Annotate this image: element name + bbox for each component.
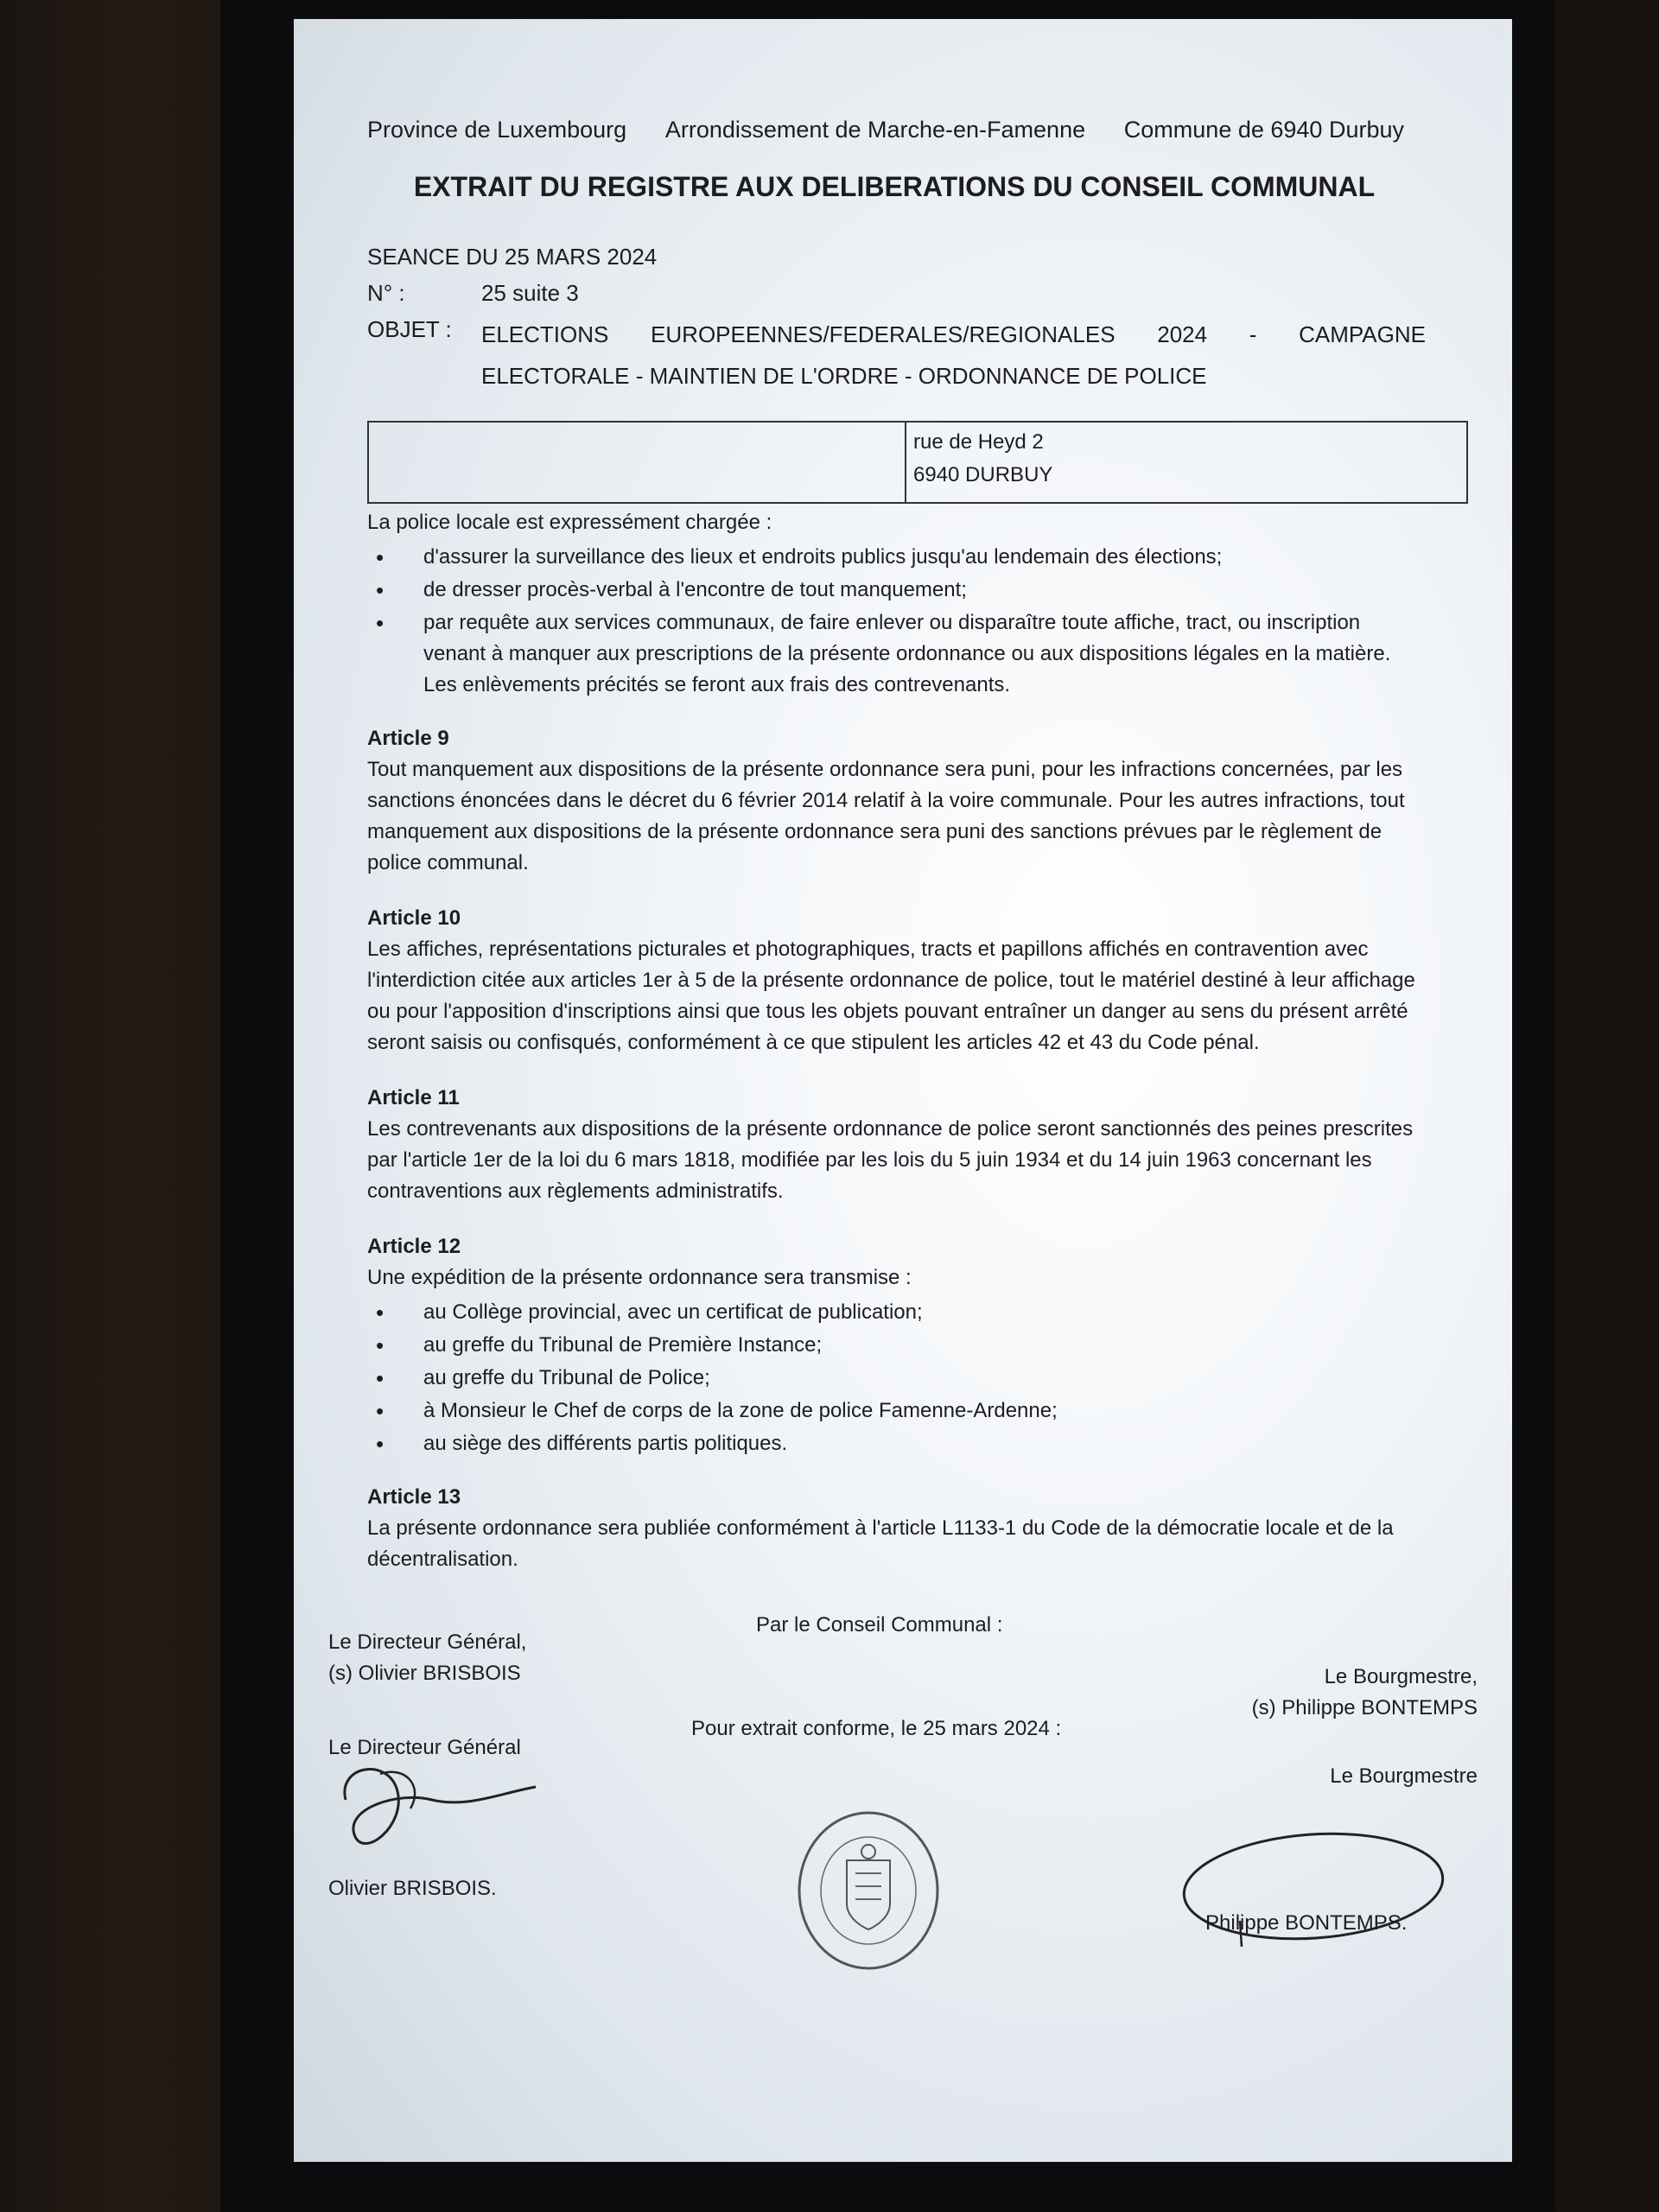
- bg-name: Philippe BONTEMPS.: [1205, 1911, 1408, 1935]
- address-line-1: rue de Heyd 2: [913, 430, 1044, 454]
- objet-label: OBJET :: [367, 316, 452, 342]
- recipients-list: [328, 1297, 1426, 1459]
- dg-block: [328, 1627, 526, 1689]
- extrait-text: Pour extrait conforme, le 25 mars 2024 :: [691, 1717, 1062, 1740]
- police-intro: La police locale est expressément chargée :: [367, 511, 772, 534]
- article-heading: Article 9: [367, 727, 449, 750]
- article-text: Les affiches, représentations picturales et photographiques, tracts et papillons affichés en contravention avec l'interdiction citée aux articles 1er à 5 de la présente ordonnance de police, tout le matériel destiné à leur affichage ou pour l'apposition d'inscriptions ainsi que tous les objets pouvant entraîner un danger au sens du présent arrêté seront saisis ou confisqués, conformément à ce que stipulent les articles 42 et 43 du Code pénal.: [367, 938, 1415, 1054]
- list-item: • au siège des différents partis politiques.: [423, 1428, 1426, 1459]
- article-text: La présente ordonnance sera publiée conformément à l'article L1133-1 du Code de la démocratie locale et de la décentralisation.: [367, 1516, 1394, 1571]
- list-item: • d'assurer la surveillance des lieux et endroits publics jusqu'au lendemain des élections;: [423, 542, 1426, 573]
- header-arrondissement: Arrondissement de Marche-en-Famenne: [664, 117, 1086, 143]
- article-12: [328, 1231, 1426, 1294]
- address-table: [367, 421, 1468, 504]
- numero-label: N° :: [367, 280, 405, 306]
- bg-name-s: (s) Philippe BONTEMPS: [1251, 1696, 1478, 1719]
- article-heading: Article 13: [367, 1485, 461, 1509]
- article-13: [328, 1482, 1426, 1575]
- header-province: Province de Luxembourg: [367, 117, 627, 143]
- dg-title-2: Le Directeur Général: [328, 1736, 521, 1759]
- par-conseil-text: Par le Conseil Communal :: [756, 1613, 1003, 1637]
- objet-value: ELECTIONS EUROPEENNES/FEDERALES/REGIONALES 2024 - CAMPAGNE ELECTORALE - MAINTIEN DE L'ORDRE - ORDONNANCE DE POLICE: [481, 321, 1426, 389]
- list-item: • au greffe du Tribunal de Police;: [423, 1363, 1426, 1394]
- document-title: EXTRAIT DU REGISTRE AUX DELIBERATIONS DU CONSEIL COMMUNAL: [413, 171, 1376, 202]
- dg-signature-icon: [328, 1739, 553, 1878]
- list-item: • à Monsieur le Chef de corps de la zone de police Famenne-Ardenne;: [423, 1395, 1426, 1427]
- article-heading: Article 10: [367, 906, 461, 930]
- address-table-cell: [906, 423, 1059, 502]
- article-heading: Article 12: [367, 1235, 461, 1258]
- article-text: Les contrevenants aux dispositions de la présente ordonnance de police seront sanctionnés des peines prescrites par l'article 1er de la loi du 6 mars 1818, modifiée par les lois du 5 juin 1934 et du 14 juin 1963 concernant les contraventions aux règlements administratifs.: [367, 1117, 1414, 1203]
- seance-text: SEANCE DU 25 MARS 2024: [367, 244, 658, 270]
- signature-area: [328, 1610, 1478, 2059]
- list-item: • par requête aux services communaux, de faire enlever ou disparaître toute affiche, tract, ou inscription venant à manquer aux prescriptions de la présente ordonnance ou aux dispositions légales en la matière. Les enlèvements précités se feront aux frais des contrevenants.: [423, 607, 1426, 701]
- list-item: • au Collège provincial, avec un certificat de publication;: [423, 1297, 1426, 1328]
- police-list: [328, 542, 1426, 701]
- seance-row: [367, 241, 1426, 272]
- document-header: [328, 114, 1426, 145]
- numero-row: [367, 277, 1426, 308]
- address-table-empty-cell: [369, 423, 906, 502]
- commune-seal-icon: [795, 1808, 942, 1973]
- article-heading: Article 11: [367, 1086, 460, 1109]
- article-text: Tout manquement aux dispositions de la présente ordonnance sera puni, pour les infractions concernées, par les sanctions énoncées dans le décret du 6 février 2014 relatif à la voire communale. Pour les autres infractions, tout manquement aux dispositions de la présente ordonnance sera puni des sanctions prévues par le règlement de police communal.: [367, 758, 1405, 874]
- bg-block: [1252, 1662, 1478, 1724]
- dg-title: Le Directeur Général,: [328, 1630, 527, 1654]
- meta-block: [328, 241, 1426, 397]
- address-line-2: 6940 DURBUY: [913, 463, 1053, 486]
- bg-title: Le Bourgmestre,: [1324, 1665, 1478, 1688]
- article-10: [328, 903, 1426, 1058]
- article-11: [328, 1083, 1426, 1207]
- objet-row: [367, 314, 1426, 397]
- dg-name-s: (s) Olivier BRISBOIS: [328, 1662, 521, 1685]
- article-text: Une expédition de la présente ordonnance sera transmise :: [367, 1266, 912, 1289]
- numero-value: 25 suite 3: [481, 280, 579, 306]
- document-page: [294, 19, 1512, 2162]
- dg-name: Olivier BRISBOIS.: [328, 1877, 497, 1900]
- header-commune: Commune de 6940 Durbuy: [1123, 117, 1404, 143]
- bg-title-2: Le Bourgmestre: [1330, 1764, 1478, 1788]
- list-item: • de dresser procès-verbal à l'encontre de tout manquement;: [423, 575, 1426, 606]
- article-9: [328, 723, 1426, 879]
- list-item: • au greffe du Tribunal de Première Instance;: [423, 1330, 1426, 1361]
